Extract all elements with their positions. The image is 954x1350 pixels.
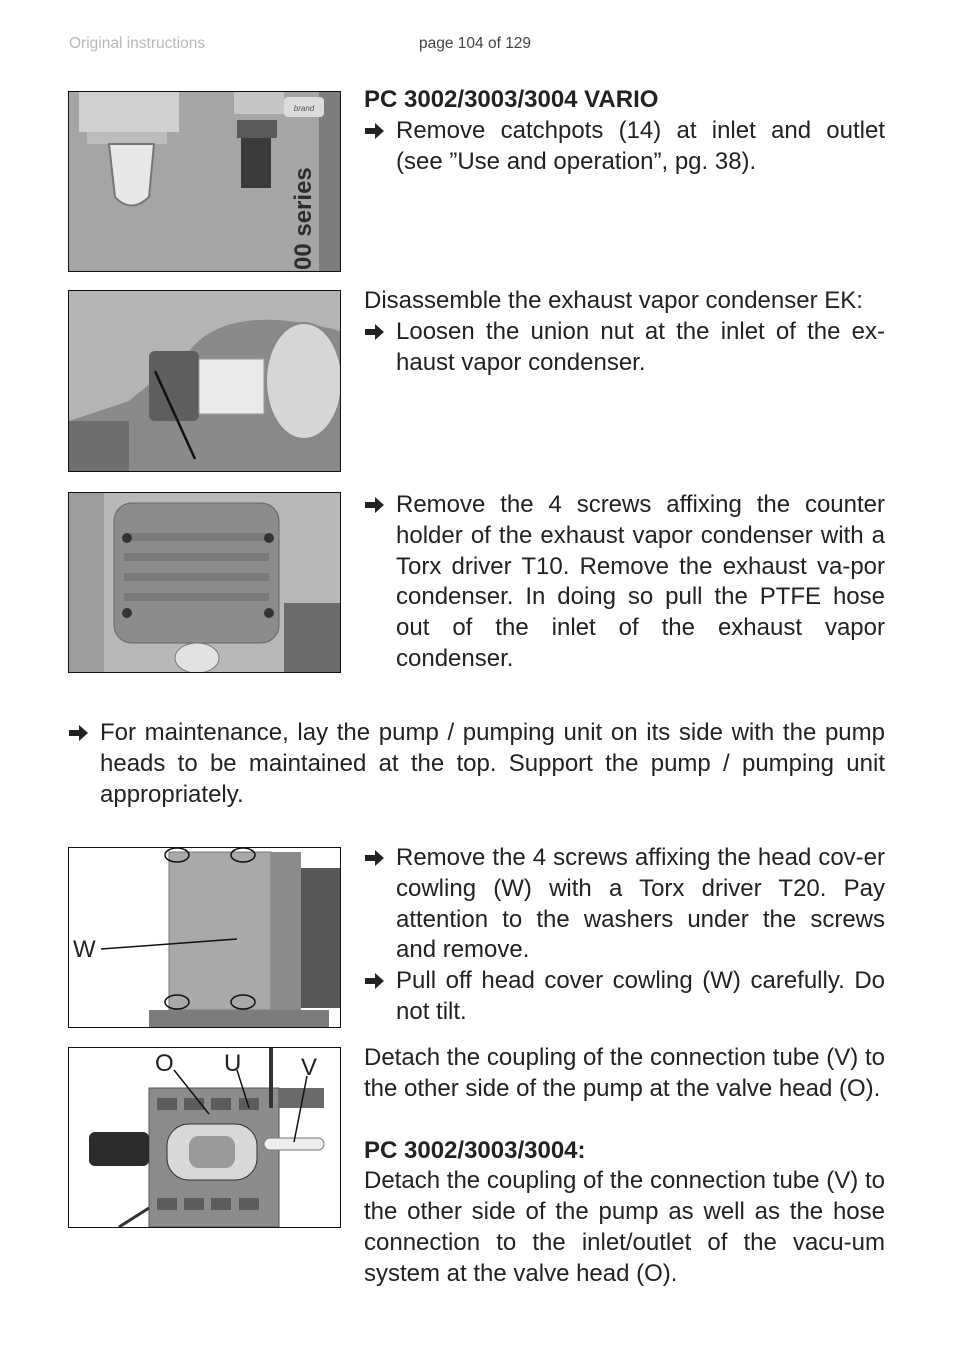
label-u: U [224,1050,242,1077]
photo-counter-holder [68,492,341,673]
bullet-text: Remove the 4 screws affixing the counter holder of the exhaust vapor condenser with a Torx driver T10. Remove the exhaust va-por condenser. In doing so pull the PTFE hose out of the inlet of the exhaust vapor condenser. [396,491,885,672]
section-remove-screws-t10 [364,490,885,675]
arrow-right-icon [364,490,386,520]
photo-head-cover-cowling [68,847,341,1028]
section-title: PC 3002/3003/3004 VARIO [364,86,659,113]
label-o: O [155,1050,174,1077]
label-v: V [301,1054,318,1081]
section-subtitle: PC 3002/3003/3004: [364,1136,586,1164]
section-remove-catchpots [364,85,885,177]
section-connection-tube [364,1043,885,1290]
photo-valve-head [68,1047,341,1228]
arrow-right-icon [364,116,386,146]
photo-series-label: 00 series [290,167,317,270]
bullet-text: Loosen the union nut at the inlet of the ex-haust vapor condenser. [396,317,885,376]
paragraph-text: Detach the coupling of the connection tube (V) to the other side of the pump as well as the hose connection to the inlet/outlet of the vacu-um system at the valve head (O). [364,1167,885,1287]
arrow-right-icon [364,966,386,996]
photo-catchpots [68,91,341,272]
photo-union-nut [68,290,341,472]
arrow-right-icon [364,317,386,347]
instruction-bullet [364,490,885,675]
instruction-bullet [364,966,885,1028]
bullet-text: Pull off head cover cowling (W) carefully. Do not tilt. [396,967,885,1025]
arrow-right-icon [68,718,90,748]
intro-text: Disassemble the exhaust vapor condenser EK: [364,287,863,314]
header-page-number: page 104 of 129 [419,35,532,52]
photo-brand-logo: brand [293,104,315,113]
bullet-text: Remove the 4 screws affixing the head cov-er cowling (W) with a Torx driver T20. Pay attention to the washers under the screws and remove. [396,844,885,964]
section-maintenance-position [68,718,885,810]
instruction-bullet [364,843,885,966]
section-head-cover [364,843,885,1028]
bullet-text: Remove catchpots (14) at inlet and outlet (see ”Use and operation”, pg. 38). [396,116,885,175]
paragraph-text: Detach the coupling of the connection tube (V) to the other side of the pump at the valve head (O). [364,1044,885,1102]
instruction-bullet [364,317,885,379]
arrow-right-icon [364,843,386,873]
header-doc-type: Original instructions [69,35,206,52]
bullet-text: For maintenance, lay the pump / pumping unit on its side with the pump heads to be maintained at the top. Support the pump / pumping unit appropriately. [100,719,885,808]
instruction-bullet [68,718,885,810]
section-disassemble-condenser [364,286,885,378]
instruction-bullet [364,116,885,178]
label-w: W [73,936,96,963]
